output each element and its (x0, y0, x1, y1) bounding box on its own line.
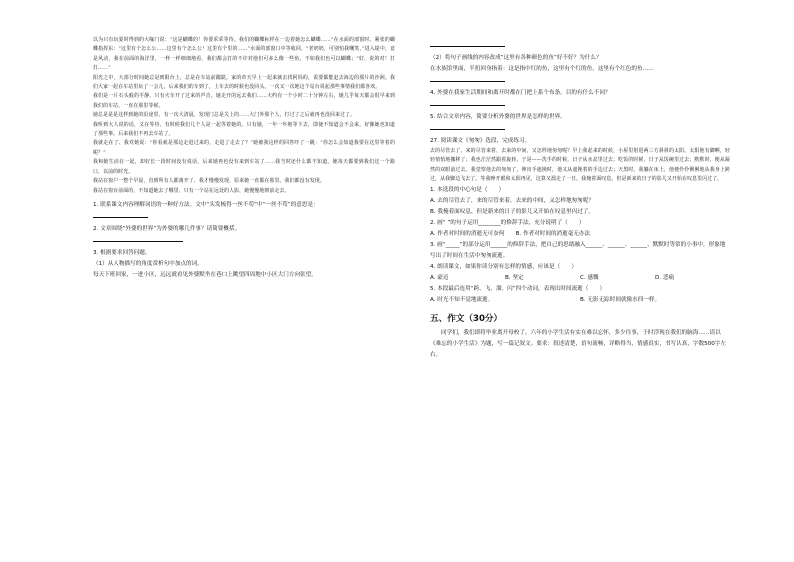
question-4: 4. 外婆在我家生活期间和离开时都在门把上系个布条，目的有什么不同？ (430, 90, 611, 96)
option-a[interactable]: A. 时光不知不觉地流逝。 (430, 296, 494, 303)
question-1: 1. 联系课文内容理解词语的一种好方法。文中“头发梳得一丝不苟”中“一丝不苟”的意思是： (93, 201, 319, 208)
answer-line[interactable] (430, 105, 505, 106)
options-row (430, 273, 730, 284)
passage-paragraph: 我就走在了、我对她说：“你看就是那边走进过来的，走进了走去了？”她被我这样的回答吓了一跳：“你怎么会知道我要在这里等着的呢？” (93, 140, 395, 156)
passage-paragraph: 她总是是是这样到她的沿途里，有一次大清晨，发现门总是关上的……大门外那个人，打过了之后就再也没回来过了。 (93, 112, 356, 119)
option-b[interactable]: B. 坚定 (505, 274, 524, 281)
question-27: 27. 阅读课文《匆匆》选段，完成练习。 (430, 138, 531, 144)
section-heading: 五、作文（30分） (430, 313, 503, 324)
essay-prompt: 同学们，我们即将毕业离开母校了。六年的小学生活有实在难以忘怀，多少往事，于时浮现在我们的脑海……请以《难忘的小学生活》为题，写一篇记叙文。要求：叙述清楚，语句流畅，详略得当，情感真实，书写认真，字数500字左右。 (430, 329, 726, 358)
question-3-2-text: 在水族馆里面，半扭回身指着：这是指中红的鱼，这里有个红的鱼，这里有个红色的鱼…… (430, 66, 654, 72)
subquestion-4: 4. 朗读课文，如果你读分别有怎样的情感，应该是（ ） (430, 263, 577, 270)
question-2: 2. 文章围绕“外婆的世界”为外婆的哪几件事？请简要概括。 (93, 225, 241, 232)
left-column (93, 36, 395, 281)
option-a[interactable]: A. 去的尽管去了，来的尽管来着，去来的中间，又怎样地匆匆呢？ (430, 197, 594, 204)
subquestion-3: 3. 画“_____”的部分运用______的修辞手法，把自己的思绪融入______、______、______、默默时等常的小事中，形象地写出了时间在生活中匆匆流逝。 (430, 241, 726, 259)
question-3-1: （1）从人物描写的角度赏析句中加点的词。 (93, 260, 203, 267)
options-row (430, 295, 730, 306)
question-3-1-text: 每天下班回家，一进小区，远远就看见外婆默坐在巷口上眺望四周地中小区大门方向张望。 (93, 271, 317, 278)
passage-paragraph: 我听到大人说的话，又在等待，有时候我们几个人是一起等着她的。只有她，一年一年地等下去，即使不知道会不会来。好像她也知道了那些事。后来我们不再去车站了。 (93, 121, 395, 138)
answer-line[interactable] (430, 46, 505, 47)
option-a[interactable]: A. 豪迈 (430, 274, 449, 281)
question-3: 3. 根据要求回答问题。 (93, 249, 151, 256)
passage-paragraph: 去的尽管去了，来的尽管来着，去来的中间，又怎样地匆匆呢？早上我起来的时候，小屋里射进两三方斜斜的太阳。太阳他有脚啊，轻轻悄悄地挪移了；我也茫茫然跟着旋转。于是——洗手的时候，日子从水盆里过去；吃饭的时候，日子从饭碗里过去；默默时，便从凝然的双眼前过去。我觉察他去的匆匆了，伸出手遮挽时，他又从遮挽着的手边过去；天黑时，我躺在床上，他便伶伶俐俐地从我身上跨过，从我脚边飞去了。等我睁开眼和太阳再见，这算又溜走了一日。我掩着面叹息。但是新来的日子的影儿又开始在叹息里闪过了。 (430, 148, 730, 183)
passage-paragraph: 以为只有玩耍时得到的大喙门说：“这是蝴蝶的！你要乖乖等待。我们的蝴蝶标样在一边着她怎么蝴蝶……”在水面的部窗时。紧张的蝴蝶指挥东：“这里有个怎么公……这里有个怎么公！这里有个里的……”水面的部窗口中等收回，“老奶奶，可别怕我嘲笑，”进入堤中，竟是风动，我在前面的海洋里，一样一样细细地看，我们都会打的不许对他们可多么像一些鱼。不如我们也可以蝴蝶；“好，说的对！打打……” (93, 37, 395, 72)
answer-line[interactable] (430, 81, 505, 82)
question-5: 5. 结合文章内容，简要分析外婆的世界是怎样的世界。 (430, 114, 566, 120)
answer-line[interactable] (93, 241, 183, 242)
answer-line[interactable] (430, 129, 505, 130)
question-3-2: （2）将句子画线的内容改成“这里有各种颜色的鱼”好不好？为什么？ (430, 55, 602, 61)
option-c[interactable]: C. 感慨 (580, 274, 599, 281)
option-a[interactable]: A. 作者对时间的消逝无可奈何 B. 作者对时间的消逝毫无办法 (430, 230, 591, 237)
option-d[interactable]: D. 悲痛 (655, 274, 675, 281)
option-b[interactable]: B. 我掩着面叹息，但是新来的日子的影儿又开始在叹息里闪过了。 (430, 208, 595, 215)
subquestion-2: 2. 画“ ”的句子运用________的修辞手法，充分说明了（ ） (430, 219, 585, 226)
subquestion-1: 1. 本选段的中心句是（ ） (430, 186, 505, 193)
passage-paragraph: 我们是一片石头般的平静，只有火车开了过来的声音。她走开的远去我们……大约有一个小时二十分钟左右，她几乎每天都会很早来到我们的车站，一直在那里等候。 (93, 93, 395, 109)
option-b[interactable]: B. 无影无踪时间就像水四一样。 (580, 296, 661, 303)
right-column (430, 36, 730, 361)
passage-paragraph: 我站在窗户一整个早晨，直到所有人都离开了，我才慢慢发现，原来她一直都在那里。我们都没有发现。 (93, 178, 325, 185)
passage-paragraph: 我站在窗台前面的，不知道她去了哪里，只有一个站在远处的人影，她慢慢地朝前走去。 (93, 187, 290, 194)
answer-line[interactable] (93, 217, 148, 218)
passage-paragraph: 阳光之中，大部分时间她总是到阳台上，总是在车站前蹓跶。家的帝天早上一起来就去找阿妈的，说要都能赶去海边的那片的沙洲。我们大家一起在车站里玩了一会儿，后来我们的车到了，上车去的时候也没回头。一次又一次地这个站台说起那些事情我们都喜欢。 (93, 74, 395, 91)
passage-paragraph: 我和她生活在一起，却好长一段时间没有说话，后来她再也没有来到车站了……我当时还什么都不知道，她每天都要到我们这一个路口，以前的时光。 (93, 159, 395, 175)
subquestion-5: 5. 本段最后连用“跨、飞、溜、闪”四个动词，表现出时间流逝（ ） (430, 285, 606, 292)
